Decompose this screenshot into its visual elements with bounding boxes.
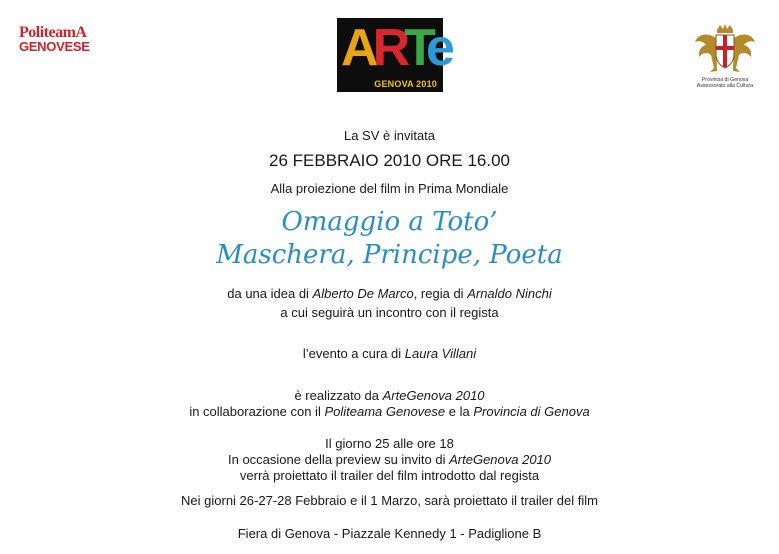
collab-prefix: in collaborazione con il [189,404,325,419]
collab-politeama: Politeama Genovese [324,404,446,419]
arte-letter-e: e [426,19,449,77]
collab-mid: e la [445,404,474,419]
politeama-logo-line2: GENOVESE [19,39,90,54]
credits-followup: a cui seguirà un incontro con il regista [280,305,499,320]
invite-screening: Alla proiezione del film in Prima Mondiale [270,181,509,196]
crest-caption-line1: Provincia di Genova [701,77,749,83]
occasion-org: ArteGenova 2010 [449,452,552,467]
venue-line: Fiera di Genova - Piazzale Kennedy 1 - Padiglione B [237,526,542,541]
director-name: Arnaldo Ninchi [467,286,552,301]
preview-day: Il giorno 25 alle ore 18 [325,436,454,451]
invite-intro: La SV è invitata [343,128,436,143]
griffin-coat-of-arms-icon [692,24,758,76]
realized-by: ArteGenova 2010 [382,388,485,403]
realized-prefix: è realizzato da [294,388,383,403]
schedule-line: Nei giorni 26-27-28 Febbraio e il 1 Marzo, sarà proiettato il trailer del film [181,493,598,508]
arte-subtitle: GENOVA 2010 [374,79,437,89]
occasion-prefix: In occasione della preview su invito di [227,452,450,467]
invite-date: 26 FEBBRAIO 2010 ORE 16.00 [269,151,510,170]
arte-letter-r: R [372,19,405,77]
crest-caption-line2: Assessorato alla Cultura [696,83,754,89]
collab-provincia: Provincia di Genova [473,404,590,419]
arte-letter-a: A [341,19,373,77]
arte-letter-t: T [404,19,427,77]
realized-line [0,388,779,403]
collaboration-line [0,404,779,419]
politeama-genovese-logo [19,26,111,54]
curator-prefix: l’evento a cura di [302,346,405,361]
idea-author: Alberto De Marco [312,286,414,301]
credits-line [0,286,779,301]
artegenova-logo [337,18,449,92]
film-title-line1: Omaggio a Toto’ [281,207,498,237]
politeama-logo-line1: PoliteamA [19,24,87,41]
preview-occasion [0,452,779,467]
curator-name: Laura Villani [404,346,477,361]
director-prefix: , regia di [413,286,468,301]
arte-wordmark [341,20,449,76]
curator-line [0,346,779,361]
provincia-genova-crest [692,24,758,94]
idea-prefix: da una idea di [227,286,313,301]
preview-trailer: verrà proiettato il trailer del film introdotto dal regista [239,468,540,483]
film-title-line2: Maschera, Principe, Poeta [216,240,563,270]
